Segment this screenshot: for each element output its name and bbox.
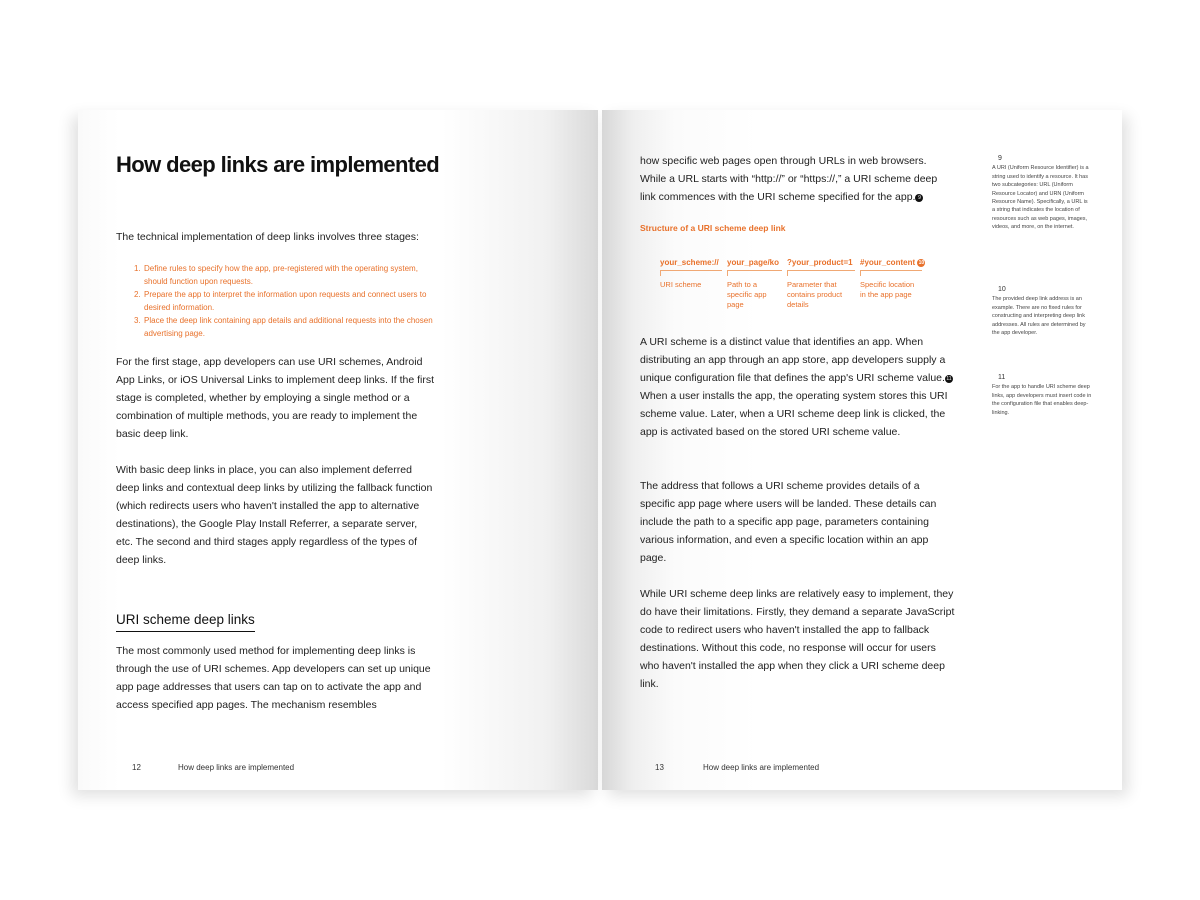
divider [727,270,782,271]
footnote-ref-9: 9 [915,194,923,202]
segment-label-location: Specific location in the app page [860,280,915,299]
diagram-title: Structure of a URI scheme deep link [640,223,786,233]
paragraph-continued: how specific web pages open through URLs in web browsers. While a URL starts with “http://” or “https://,” a URI scheme deep link commences with the URI scheme specified for the app. 9 [640,155,938,203]
page-number: 12 [132,763,141,772]
segment-location: #your_content 10 [860,258,925,267]
running-head: How deep links are implemented [178,763,295,772]
paragraph-first-stage: For the first stage, app developers can use URI schemes, Android App Links, or iOS Universal Links to implement deep links. If the first stage is completed, whether by employing a single method or a combination of multiple methods, you are ready to implement the basic deep link. [116,356,435,440]
paragraph-limitations: While URI scheme deep links are relatively easy to implement, they do have their limitations. Firstly, they demand a separate JavaScript code to redirect users who haven't installed the app to fallback destinations. Without this code, no response will occur for users who haven't installed the app when they click a URI scheme deep link. [640,588,955,690]
footnote-ref-10: 10 [918,260,925,266]
footnote-ref-11: 11 [946,376,952,382]
section-title: URI scheme deep links [116,612,255,632]
footnote-10: 10 The provided deep link address is an example. There are no fixed rules for constructing and interpreting deep link addresses. All rules are determined by the app developer. [992,286,1086,337]
chapter-title: How deep links are implemented [116,152,440,177]
paragraph-uri-definition: A URI scheme is a distinct value that identifies an app. When distributing an app through an app store, app developers supply a unique configuration file that defines the app's URI scheme value.11 When a user installs the app, the operating system stores this URI scheme value. Later, when a URI scheme deep link is clicked, the app is activated based on the stored URI scheme value. [640,336,952,438]
divider [660,270,722,271]
segment-scheme: your_scheme:// [660,258,719,267]
paragraph-address: The address that follows a URI scheme provides details of a specific app page where users will be landed. These details can include the path to a specific app page, parameters containing various information, and even a specific location within an app page. [640,480,937,564]
segment-label-path: Path to a specific app page [727,280,767,309]
paragraph-uri-scheme: The most commonly used method for implementing deep links is through the use of URI schemes. App developers can set up unique app page addresses that users can tap on to activate the app and access specified app pages. The mechanism resembles [116,645,431,711]
uri-structure-diagram [660,258,950,318]
divider [860,270,922,271]
divider [860,270,861,276]
segment-label-scheme: URI scheme [660,280,702,289]
segment-path: your_page/ko [727,258,780,267]
stage-item: 1. Define rules to specify how the app, pre-registered with the operating system, should function upon requests. [134,264,418,286]
divider [787,270,855,271]
intro-text: The technical implementation of deep links involves three stages: [116,231,419,243]
stages-list [134,262,434,340]
left-page [78,110,598,790]
footnote-11: 11 For the app to handle URI scheme deep links, app developers must insert code in the configuration file that enables deep-linking. [992,374,1092,416]
divider [787,270,788,276]
stage-item: 3. Place the deep link containing app details and additional requests into the chosen advertising page. [134,316,433,338]
page-number: 13 [655,763,664,772]
divider [660,270,661,276]
running-head: How deep links are implemented [703,763,820,772]
segment-parameter: ?your_product=1 [787,258,853,267]
right-page [602,110,1122,790]
divider [727,270,728,276]
paragraph-basic-deep-links: With basic deep links in place, you can also implement deferred deep links and contextual deep links by utilizing the fallback function (which redirects users who haven't installed the app to alternative destinations), the Google Play Install Referrer, a separate server, etc. The second and third stages apply regardless of the types of deep links. [116,464,433,566]
stage-item: 2. Prepare the app to interpret the information upon requests and connect users to desired information. [134,290,427,312]
footnote-9: 9 A URI (Uniform Resource Identifier) is a string used to identify a resource. It has two subcategories: URL (Uniform Resource Locator) and URN (Uniform Resource Name). Specifically, a URL is a string that indicates the location of resources such as web pages, images, videos, and more, on the internet. [992,155,1089,231]
segment-label-parameter: Parameter that contains product details [787,280,843,309]
